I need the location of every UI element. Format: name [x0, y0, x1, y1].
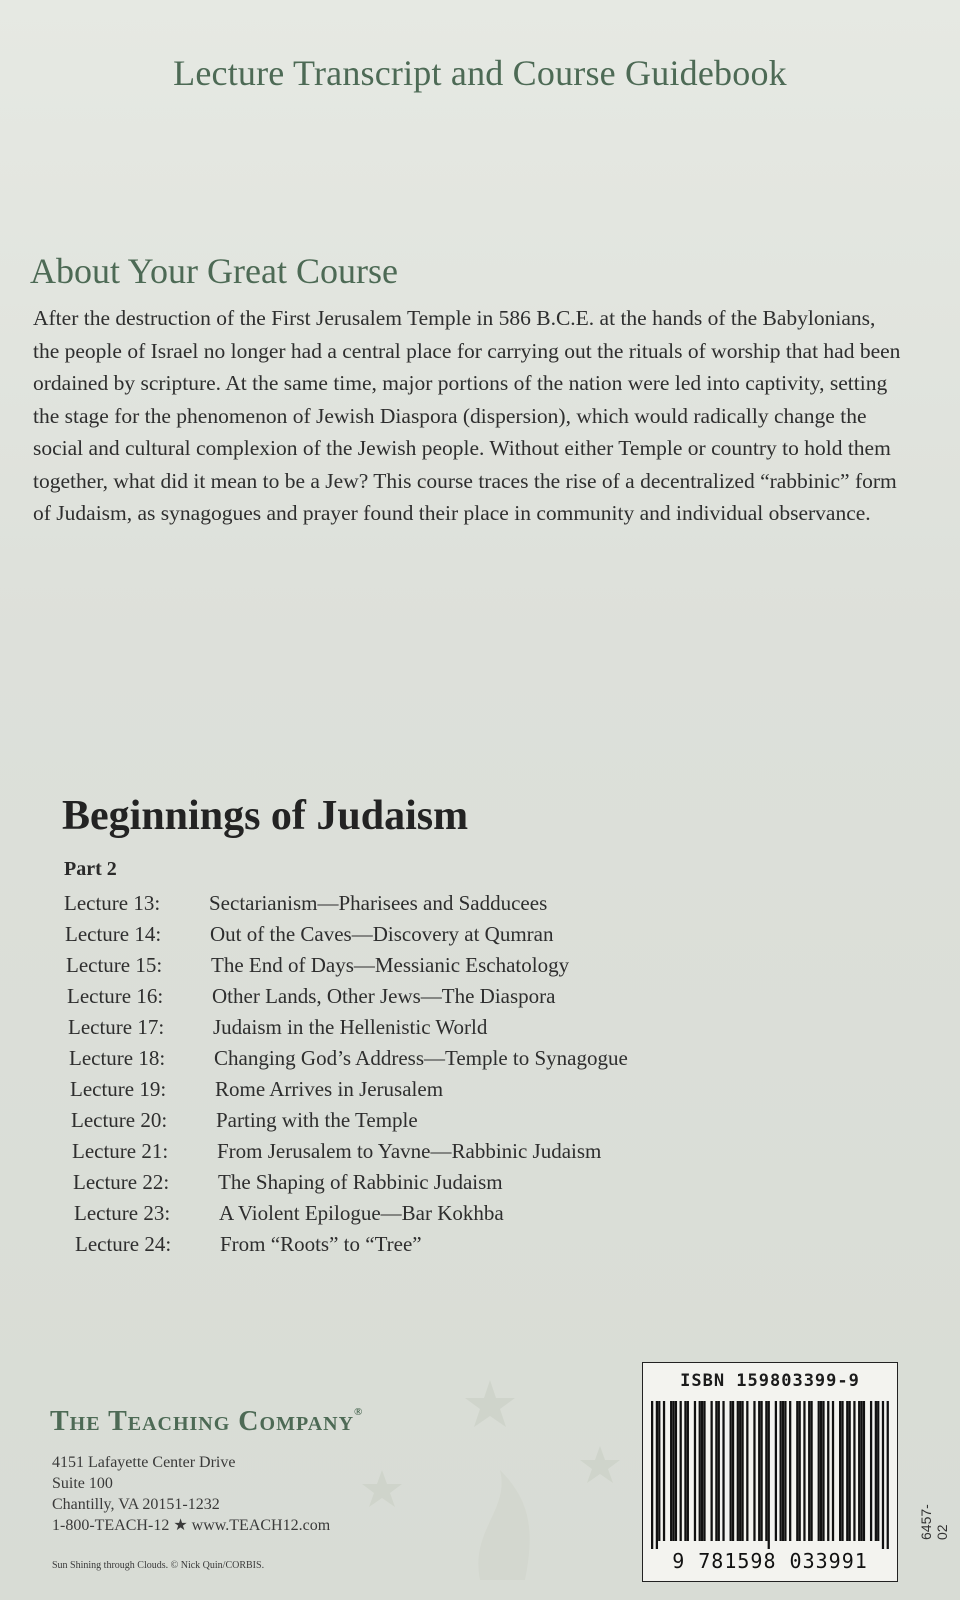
- lecture-item: [74, 1198, 864, 1229]
- lecture-title: The Shaping of Rabbinic Judaism: [218, 1170, 503, 1194]
- lecture-number: Lecture 20:: [71, 1108, 168, 1132]
- lecture-item: [71, 1105, 864, 1136]
- lecture-title: A Violent Epilogue—Bar Kokhba: [219, 1201, 504, 1225]
- lecture-number: Lecture 13:: [64, 891, 161, 915]
- about-heading: About Your Great Course: [30, 251, 398, 291]
- publisher-name: [50, 1406, 363, 1438]
- address-line: 4151 Lafayette Center Drive: [52, 1454, 236, 1471]
- about-body: After the destruction of the First Jerusalem Temple in 586 B.C.E. at the hands of the Babylonians, the people of Israel no longer had a central place for carrying out the rituals of worship that had been ordained by scripture. At the same time, major portions of the nation were led into captivity, setting the stage for the phenomenon of Jewish Diaspora (dispersion), which would radically change the social and cultural complexion of the Jewish people. Without either Temple or country to hold them together, what did it mean to be a Jew? This course traces the rise of a decentralized “rabbinic” form of Judaism, as synagogues and prayer found their place in community and individual observance.: [33, 306, 901, 525]
- lecture-item: [66, 950, 864, 981]
- lecture-title: Changing God’s Address—Temple to Synagogue: [214, 1046, 628, 1070]
- product-code: 6457-02: [918, 1504, 950, 1540]
- lecture-number: Lecture 24:: [75, 1232, 172, 1256]
- lecture-number: Lecture 16:: [67, 984, 164, 1008]
- lecture-title: Judaism in the Hellenistic World: [213, 1015, 488, 1039]
- lecture-item: [67, 981, 864, 1012]
- address-line: Suite 100: [52, 1475, 113, 1492]
- lecture-number: Lecture 23:: [74, 1201, 171, 1225]
- lecture-number: Lecture 17:: [68, 1015, 165, 1039]
- lecture-item: [72, 1136, 864, 1167]
- lecture-item: [64, 888, 864, 919]
- lecture-number: Lecture 19:: [70, 1077, 167, 1101]
- lecture-number: Lecture 22:: [73, 1170, 170, 1194]
- barcode-digits: 9 781598 033991: [672, 1549, 868, 1573]
- lecture-item: [73, 1167, 864, 1198]
- lecture-title: From “Roots” to “Tree”: [220, 1232, 422, 1256]
- lecture-number: Lecture 18:: [69, 1046, 166, 1070]
- barcode-icon: [651, 1401, 889, 1549]
- lecture-number: Lecture 14:: [65, 922, 162, 946]
- lecture-title: Parting with the Temple: [216, 1108, 418, 1132]
- lecture-number: Lecture 21:: [72, 1139, 169, 1163]
- lecture-item: [70, 1074, 864, 1105]
- decorative-stars-icon: [360, 1380, 650, 1580]
- registered-mark: ®: [354, 1406, 364, 1418]
- isbn-label: ISBN 159803399-9: [680, 1371, 860, 1391]
- publisher-name-text: The Teaching Company: [50, 1406, 355, 1437]
- publisher-address: [52, 1452, 330, 1536]
- lecture-title: From Jerusalem to Yavne—Rabbinic Judaism: [217, 1139, 602, 1163]
- header-title: Lecture Transcript and Course Guidebook: [173, 53, 787, 93]
- lecture-title: Other Lands, Other Jews—The Diaspora: [212, 984, 556, 1008]
- lecture-item: [65, 919, 864, 950]
- address-line: Chantilly, VA 20151-1232: [52, 1496, 220, 1513]
- lecture-item: [75, 1229, 864, 1260]
- barcode-box: [642, 1362, 898, 1582]
- contact-line: 1-800-TEACH-12 ★ www.TEACH12.com: [52, 1517, 331, 1534]
- lecture-list: [64, 888, 864, 1260]
- photo-credit: Sun Shining through Clouds. © Nick Quin/CORBIS.: [52, 1560, 265, 1571]
- lecture-item: [69, 1043, 864, 1074]
- lecture-title: Rome Arrives in Jerusalem: [215, 1077, 444, 1101]
- part-label: Part 2: [64, 858, 117, 880]
- lecture-title: The End of Days—Messianic Eschatology: [211, 953, 570, 977]
- lecture-title: Out of the Caves—Discovery at Qumran: [210, 922, 554, 946]
- lecture-title: Sectarianism—Pharisees and Sadducees: [209, 891, 548, 915]
- lecture-number: Lecture 15:: [66, 953, 163, 977]
- course-title: Beginnings of Judaism: [62, 793, 469, 839]
- lecture-item: [68, 1012, 864, 1043]
